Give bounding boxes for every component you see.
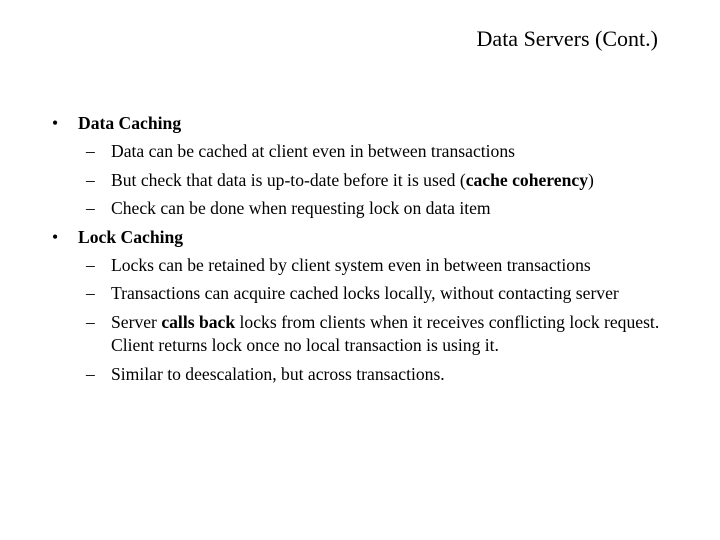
- text-segment: ): [588, 169, 594, 190]
- sub-bullet-text: [111, 254, 682, 277]
- text-segment: Data can be cached at client even in between transactions: [111, 141, 515, 162]
- text-segment: Check can be done when requesting lock on data item: [111, 198, 491, 219]
- sub-bullet-item: [86, 140, 682, 163]
- text-segment: Locks can be retained by client system even in between transactions: [111, 254, 591, 275]
- sub-bullet-text: [111, 282, 682, 305]
- sub-bullet-list: [86, 254, 682, 386]
- text-segment: But check that data is up-to-date before it is used (: [111, 169, 466, 190]
- sub-bullet-item: [86, 363, 682, 386]
- dash-marker: –: [86, 169, 95, 190]
- bullet-item: [52, 112, 682, 135]
- sub-bullet-list: [86, 140, 682, 220]
- slide-body: [52, 112, 682, 391]
- dash-marker: –: [86, 363, 95, 384]
- sub-bullet-text: [111, 363, 682, 386]
- sub-bullet-item: [86, 282, 682, 305]
- text-segment: locks from clients when it receives conflicting lock request. Client returns lock once no local transaction is using it.: [111, 311, 660, 356]
- dash-marker: –: [86, 254, 95, 275]
- sub-bullet-text: [111, 169, 682, 192]
- bullet-marker: •: [52, 226, 59, 247]
- text-segment: Server: [111, 311, 162, 332]
- sub-bullet-item: [86, 254, 682, 277]
- text-segment: Transactions can acquire cached locks locally, without contacting server: [111, 283, 619, 304]
- sub-bullet-item: [86, 169, 682, 192]
- sub-bullet-item: [86, 311, 682, 358]
- dash-marker: –: [86, 283, 95, 304]
- slide-title: Data Servers (Cont.): [476, 26, 658, 51]
- emphasis-text: calls back: [161, 311, 236, 332]
- dash-marker: –: [86, 141, 95, 162]
- emphasis-text: cache coherency: [465, 169, 589, 190]
- sub-bullet-text: [111, 311, 682, 358]
- sub-bullet-text: [111, 140, 682, 163]
- dash-marker: –: [86, 198, 95, 219]
- sub-bullet-text: [111, 197, 682, 220]
- bullet-marker: •: [52, 113, 59, 133]
- bullet-item: [52, 226, 682, 249]
- text-segment: Similar to deescalation, but across transactions.: [111, 363, 445, 384]
- sub-bullet-item: [86, 197, 682, 220]
- bullet-heading: Lock Caching: [78, 226, 184, 247]
- dash-marker: –: [86, 311, 95, 332]
- bullet-heading: Data Caching: [78, 113, 182, 133]
